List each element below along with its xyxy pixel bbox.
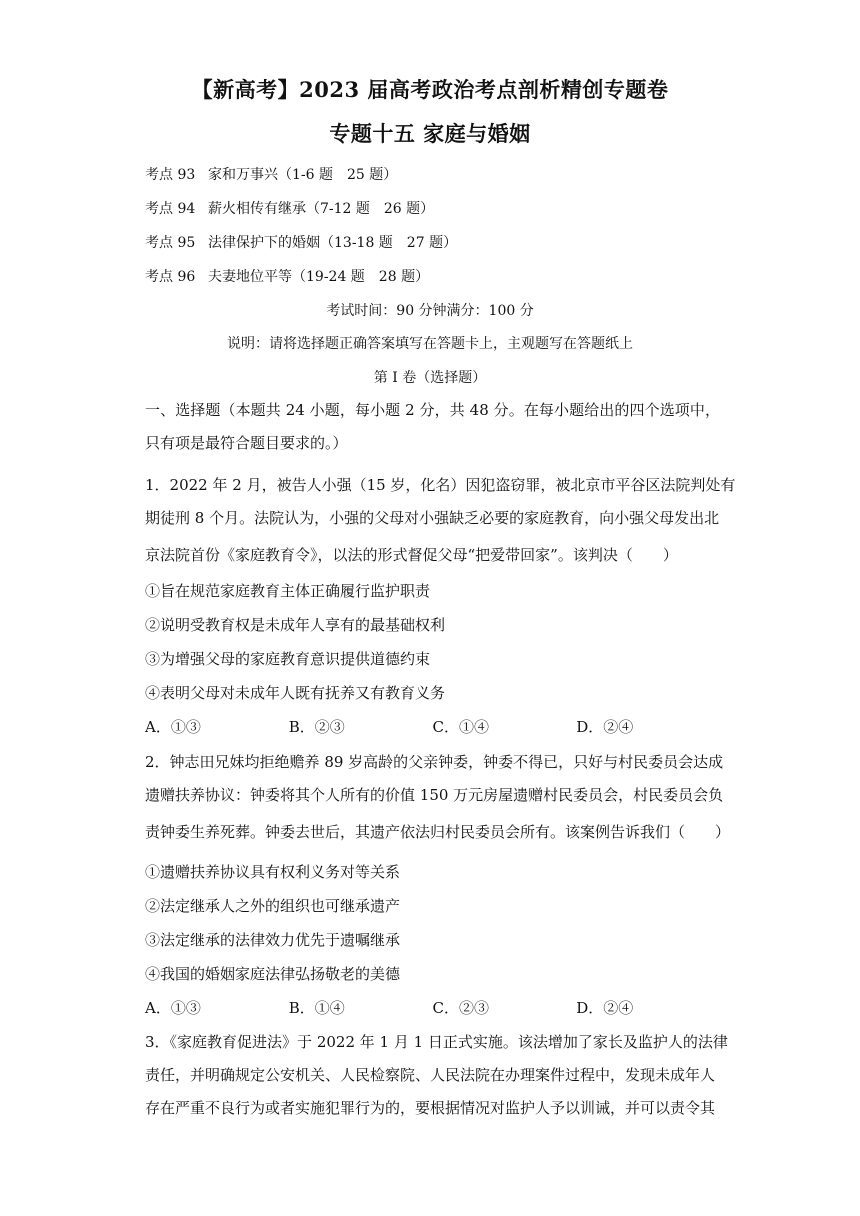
topic-code: 考点 95 [145, 235, 196, 251]
choice-a[interactable]: A．①③ [145, 999, 201, 1017]
question-3-line: 责任，并明确规定公安机关、人民检察院、人民法院在办理案件过程中，发现未成年人 [145, 1066, 716, 1084]
question-3-line: 存在严重不良行为或者实施犯罪行为的，要根据情况对监护人予以训诫，并可以责令其 [145, 1099, 716, 1117]
question-2-statement: ④我国的婚姻家庭法律弘扬敬老的美德 [145, 965, 401, 983]
topic-text: 法律保护下的婚姻（13-18 题 27 题） [208, 235, 458, 251]
question-1-statement: ②说明受教育权是未成年人享有的最基础权利 [145, 616, 446, 634]
question-2-line: 遗赠扶养协议：钟委将其个人所有的价值 150 万元房屋遗赠村民委员会，村民委员会负 [145, 786, 724, 804]
question-1-statement: ①旨在规范家庭教育主体正确履行监护职责 [145, 582, 431, 600]
topic-code: 考点 93 [145, 167, 196, 183]
choice-b[interactable]: B．②③ [288, 718, 345, 736]
topic-item [145, 266, 429, 286]
question-1-line: 1．2022 年 2 月，被告人小强（15 岁，化名）因犯盗窃罪，被北京市平谷区法院判处有 [145, 476, 736, 494]
question-1-line: 期徒刑 8 个月。法院认为，小强的父母对小强缺乏必要的家庭教育，向小强父母发出北 [145, 509, 720, 527]
question-1-statement: ③为增强父母的家庭教育意识提供道德约束 [145, 650, 431, 668]
topic-item [145, 232, 457, 252]
document-title: 【新高考】2023 届高考政治考点剖析精创专题卷 [191, 77, 669, 102]
question-2-statement: ②法定继承人之外的组织也可继承遗产 [145, 897, 401, 915]
instructions: 说明：请将选择题正确答案填写在答题卡上，主观题写在答题纸上 [227, 336, 633, 352]
topic-text: 薪火相传有继承（7-12 题 26 题） [208, 201, 435, 217]
question-2-statement: ①遗赠扶养协议具有权利义务对等关系 [145, 863, 401, 881]
volume-title: 第 I 卷（选择题） [373, 370, 487, 386]
topic-item [145, 164, 397, 184]
question-2-statement: ③法定继承的法律效力优先于遗嘱继承 [145, 931, 401, 949]
question-2-line: 2．钟志田兄妹均拒绝赡养 89 岁高龄的父亲钟委，钟委不得已，只好与村民委员会达成 [145, 753, 724, 771]
choice-a[interactable]: A．①③ [145, 718, 201, 736]
topic-code: 考点 94 [145, 201, 196, 217]
question-3-line: 3．《家庭教育促进法》于 2022 年 1 月 1 日正式实施。该法增加了家长及监护人的法律 [145, 1033, 728, 1051]
topic-code: 考点 96 [145, 269, 196, 285]
choice-b[interactable]: B．①④ [288, 999, 345, 1017]
question-2-line: 责钟委生养死葬。钟委去世后，其遗产依法归村民委员会所有。该案例告诉我们（ ） [145, 823, 731, 841]
question-1-statement: ④表明父母对未成年人既有抚养又有教育义务 [145, 684, 446, 702]
topic-text: 家和万事兴（1-6 题 25 题） [208, 167, 398, 183]
exam-info: 考试时间：90 分钟满分：100 分 [326, 303, 534, 319]
section-intro: 一、选择题（本题共 24 小题，每小题 2 分，共 48 分。在每小题给出的四个选项中，只有项是最符合题目要求的。） [145, 401, 720, 452]
question-2-choices [145, 997, 720, 1018]
document-subtitle: 专题十五 家庭与婚姻 [329, 121, 531, 146]
choice-d[interactable]: D．②④ [576, 718, 634, 736]
choice-c[interactable]: C．②③ [432, 999, 489, 1017]
question-1-choices [145, 716, 720, 737]
choice-d[interactable]: D．②④ [576, 999, 634, 1017]
question-1-line: 京法院首份《家庭教育令》，以法的形式督促父母“把爱带回家”。该判决（ ） [145, 546, 678, 564]
topic-item [145, 198, 434, 218]
topic-text: 夫妻地位平等（19-24 题 28 题） [208, 269, 430, 285]
choice-c[interactable]: C．①④ [432, 718, 489, 736]
